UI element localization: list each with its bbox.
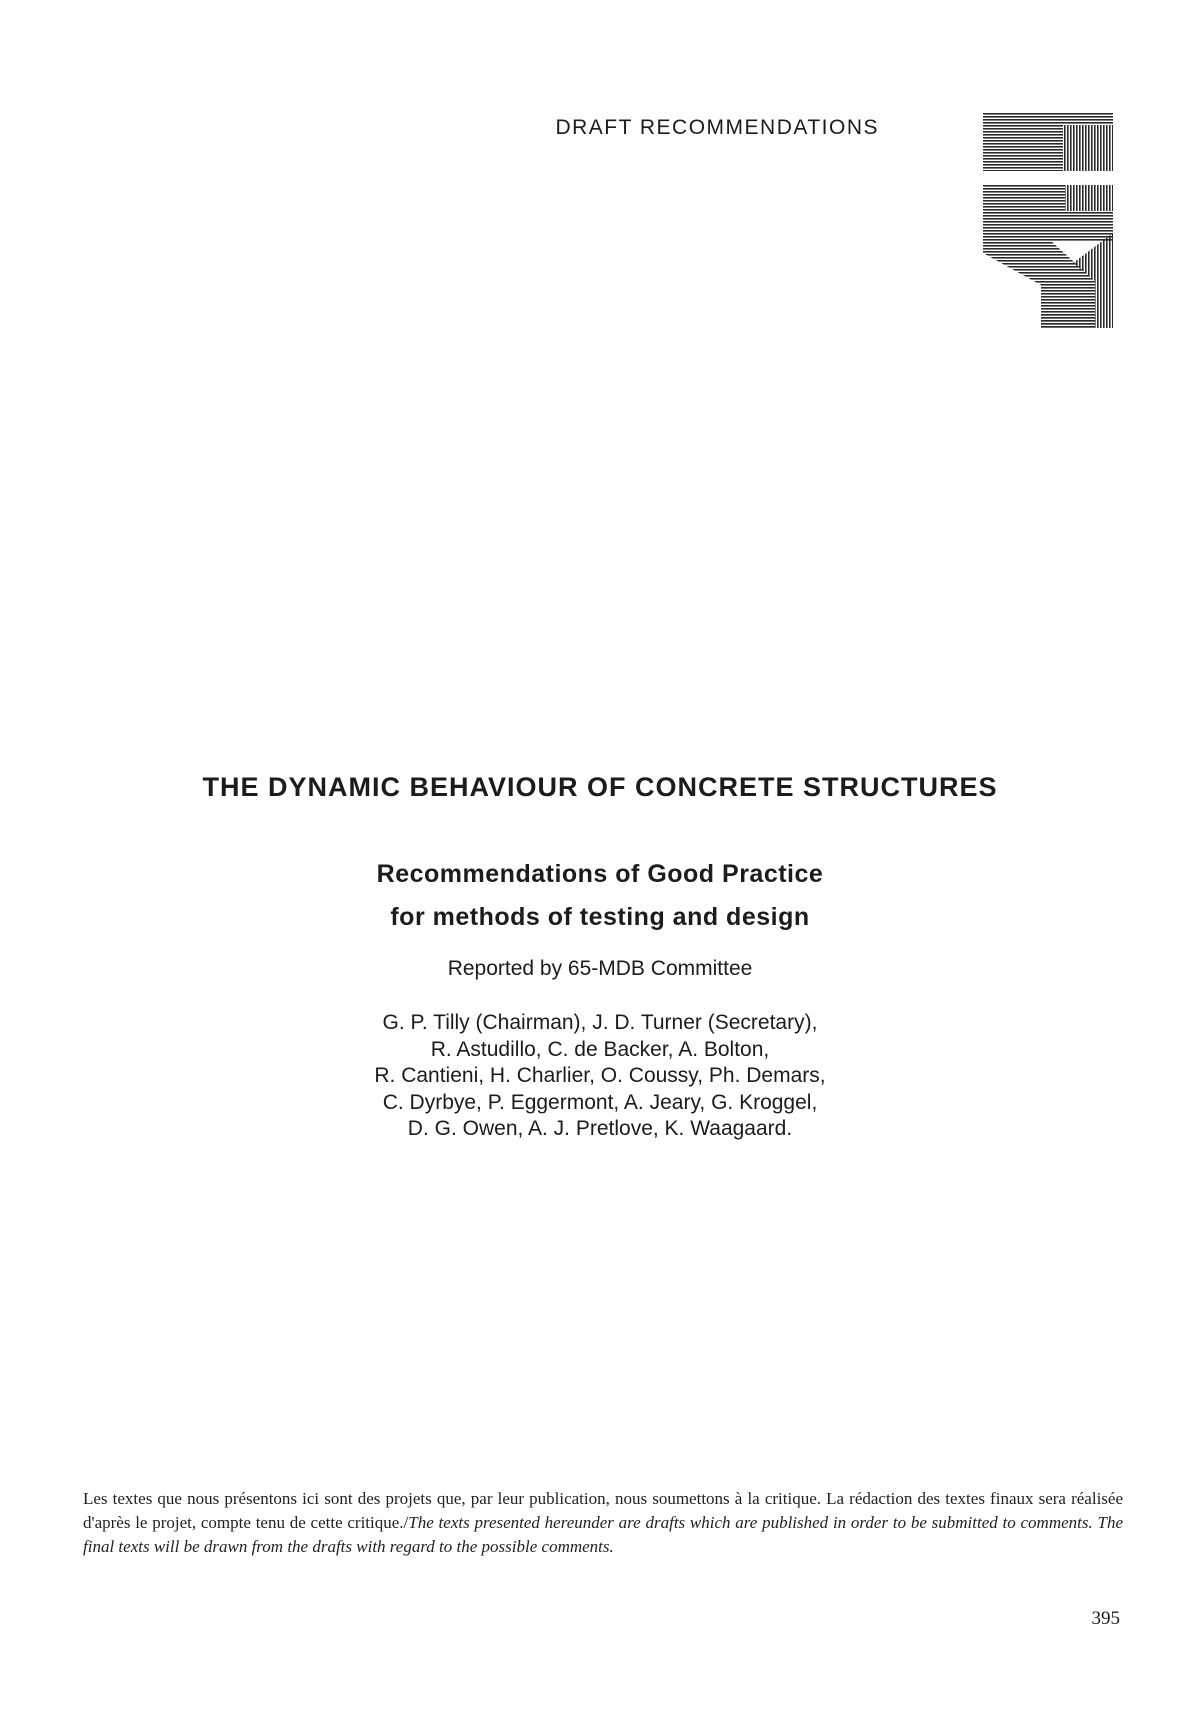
footnote-english: The texts presented hereunder are drafts which are published in order to be submitted to comments. The final texts will be drawn from the drafts with regard to the possible comments. — [83, 1513, 1123, 1556]
author-line: C. Dyrbye, P. Eggermont, A. Jeary, G. Kroggel, — [382, 1090, 818, 1114]
footnote-french: Les textes que nous présentons ici sont des projets que, par leur publication, nous soumettons à la critique. La rédaction des textes finaux sera réalisée d'après le projet, compte tenu de cette critique./ — [83, 1489, 1123, 1532]
page-number: 395 — [1091, 1608, 1120, 1629]
author-line: R. Cantieni, H. Charlier, O. Coussy, Ph. Demars, — [374, 1064, 826, 1087]
author-line: D. G. Owen, A. J. Pretlove, K. Waagaard. — [407, 1117, 793, 1140]
subtitle-line-2: for methods of testing and design — [390, 903, 810, 931]
reported-by: Reported by 65-MDB Committee — [447, 957, 753, 980]
footnote — [83, 1487, 1123, 1559]
section-label: DRAFT RECOMMENDATIONS — [555, 116, 879, 139]
subtitle-line-1: Recommendations of Good Practice — [376, 860, 824, 888]
author-line: R. Astudillo, C. de Backer, A. Bolton, — [430, 1037, 770, 1061]
author-list — [0, 1010, 1200, 1143]
rilem-striped-logo-icon — [983, 113, 1113, 328]
author-line: G. P. Tilly (Chairman), J. D. Turner (Secretary), — [382, 1011, 818, 1034]
document-title: THE DYNAMIC BEHAVIOUR OF CONCRETE STRUCTURES — [202, 772, 998, 802]
